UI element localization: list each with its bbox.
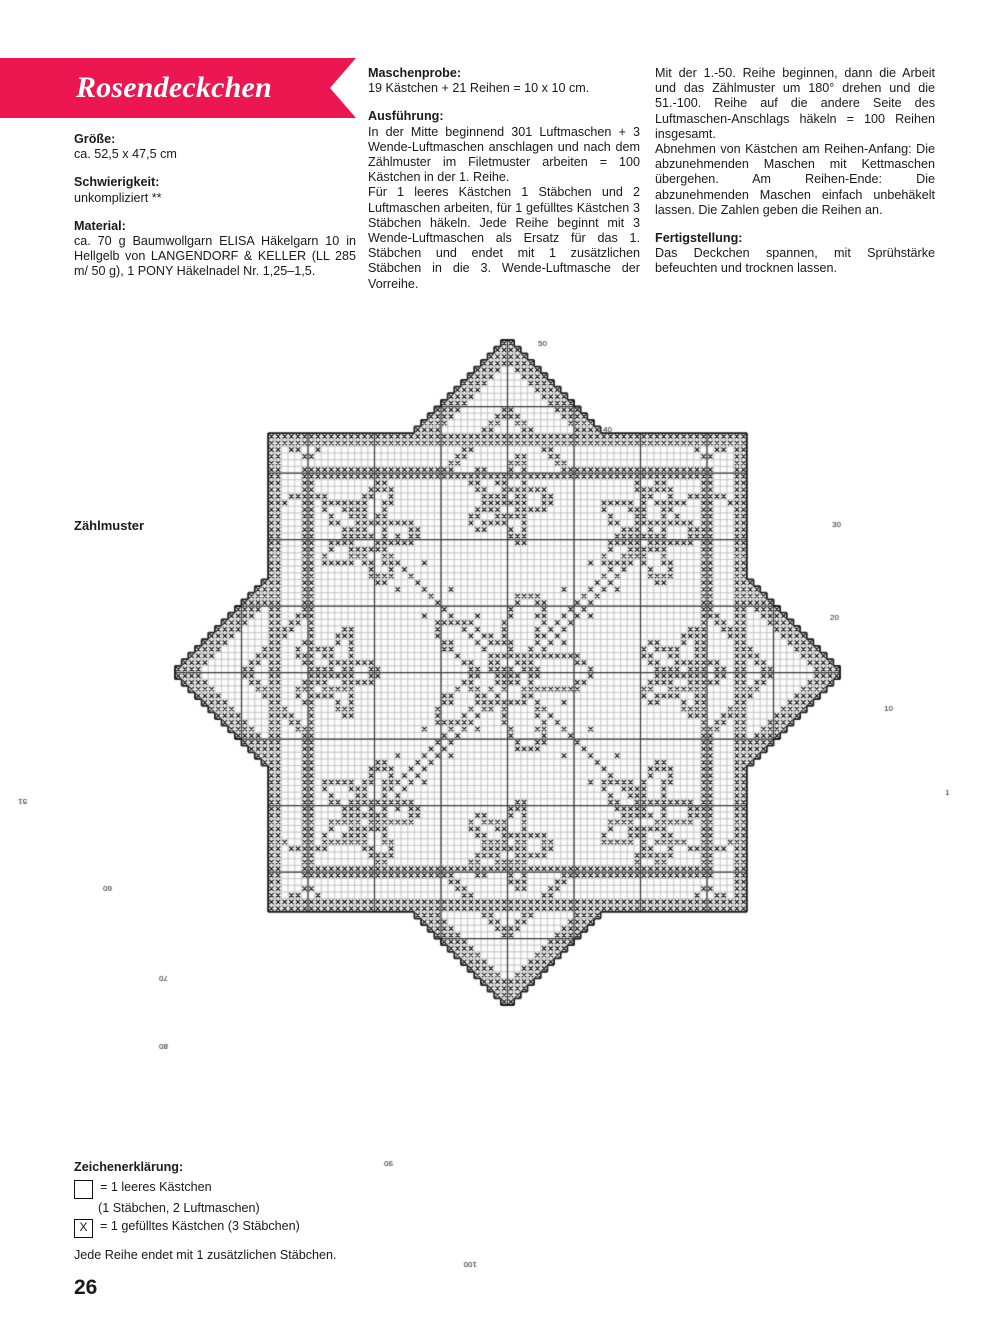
size-text: ca. 52,5 x 47,5 cm: [74, 147, 177, 162]
empty-cell-symbol: [74, 1180, 93, 1199]
gauge-heading: Maschenprobe:: [368, 66, 462, 80]
page-number: 26: [74, 1276, 98, 1299]
gauge-text: 19 Kästchen + 21 Reihen = 10 x 10 cm.: [368, 81, 590, 96]
legend-heading: Zeichenerklärung:: [74, 1160, 184, 1174]
finishing-text: Das Deckchen spannen, mit Sprühstärke befeuchten und trocknen lassen.: [655, 246, 935, 276]
empty-cell-sublabel: (1 Stäbchen, 2 Luftmaschen): [98, 1201, 260, 1215]
size-heading: Größe:: [74, 132, 116, 146]
column-left: [74, 132, 356, 280]
legend-row-filled: [74, 1219, 414, 1238]
material-text: ca. 70 g Baumwollgarn ELISA Häkelgarn 10 in Hellgelb von LANGENDORF & KELLER (LL 285 m/ 50 g), 1 PONY Häkelnadel Nr. 1,25–1,5.: [74, 234, 356, 279]
execution-heading: Ausführung:: [368, 109, 444, 124]
legend: [74, 1160, 414, 1276]
column-right: [655, 66, 935, 277]
column-middle: [368, 66, 640, 292]
rows-paragraph-2: Abnehmen von Kästchen am Reihen-Anfang: Die abzunehmenden Maschen mit Kettmaschen übergehen. Am Reihen-Ende: Die abzunehmenden Maschen einfach unbehäkelt lassen. Die Zahlen geben die Reihen an.: [655, 142, 935, 217]
execution-paragraph-2: Für 1 leeres Kästchen 1 Stäbchen und 2 Luftmaschen arbeiten, für 1 gefülltes Kästchen 3 Stäbchen häkeln. Jede Reihe beginnt mit 3 Wende-Luftmaschen als Ersatz für das 1. Stäbchen und endet mit 1 zusätzlichen Stäbchen in die 3. Wende-Luftmasche der Vorreihe.: [368, 185, 640, 291]
finishing-heading: Fertigstellung:: [655, 231, 743, 246]
legend-row-empty: [74, 1180, 414, 1199]
page-title: Rosendeckchen: [76, 71, 272, 104]
execution-paragraph-1: In der Mitte beginnend 301 Luftmaschen + 3 Wende-Luftmaschen anschlagen und nach dem Zählmuster im Filetmuster arbeiten = 100 Kästchen in der 1. Reihe.: [368, 124, 640, 185]
material-heading: Material:: [74, 218, 126, 233]
zaehlmuster-chart: [0, 330, 1000, 1290]
filled-cell-symbol: X: [74, 1219, 93, 1238]
filled-cell-label: = 1 gefülltes Kästchen (3 Stäbchen): [100, 1219, 300, 1234]
difficulty-text: unkompliziert **: [74, 190, 162, 205]
difficulty-heading: Schwierigkeit:: [74, 175, 160, 190]
legend-note: Jede Reihe endet mit 1 zusätzlichen Stäbchen.: [74, 1248, 337, 1263]
empty-cell-label: = 1 leeres Kästchen: [100, 1180, 212, 1194]
rows-paragraph-1: Mit der 1.-50. Reihe beginnen, dann die Arbeit und das Zählmuster um 180° drehen und die 51.-100. Reihe auf die andere Seite des Luftmaschen-Anschlags häkeln = 100 Reihen insgesamt.: [655, 66, 935, 141]
